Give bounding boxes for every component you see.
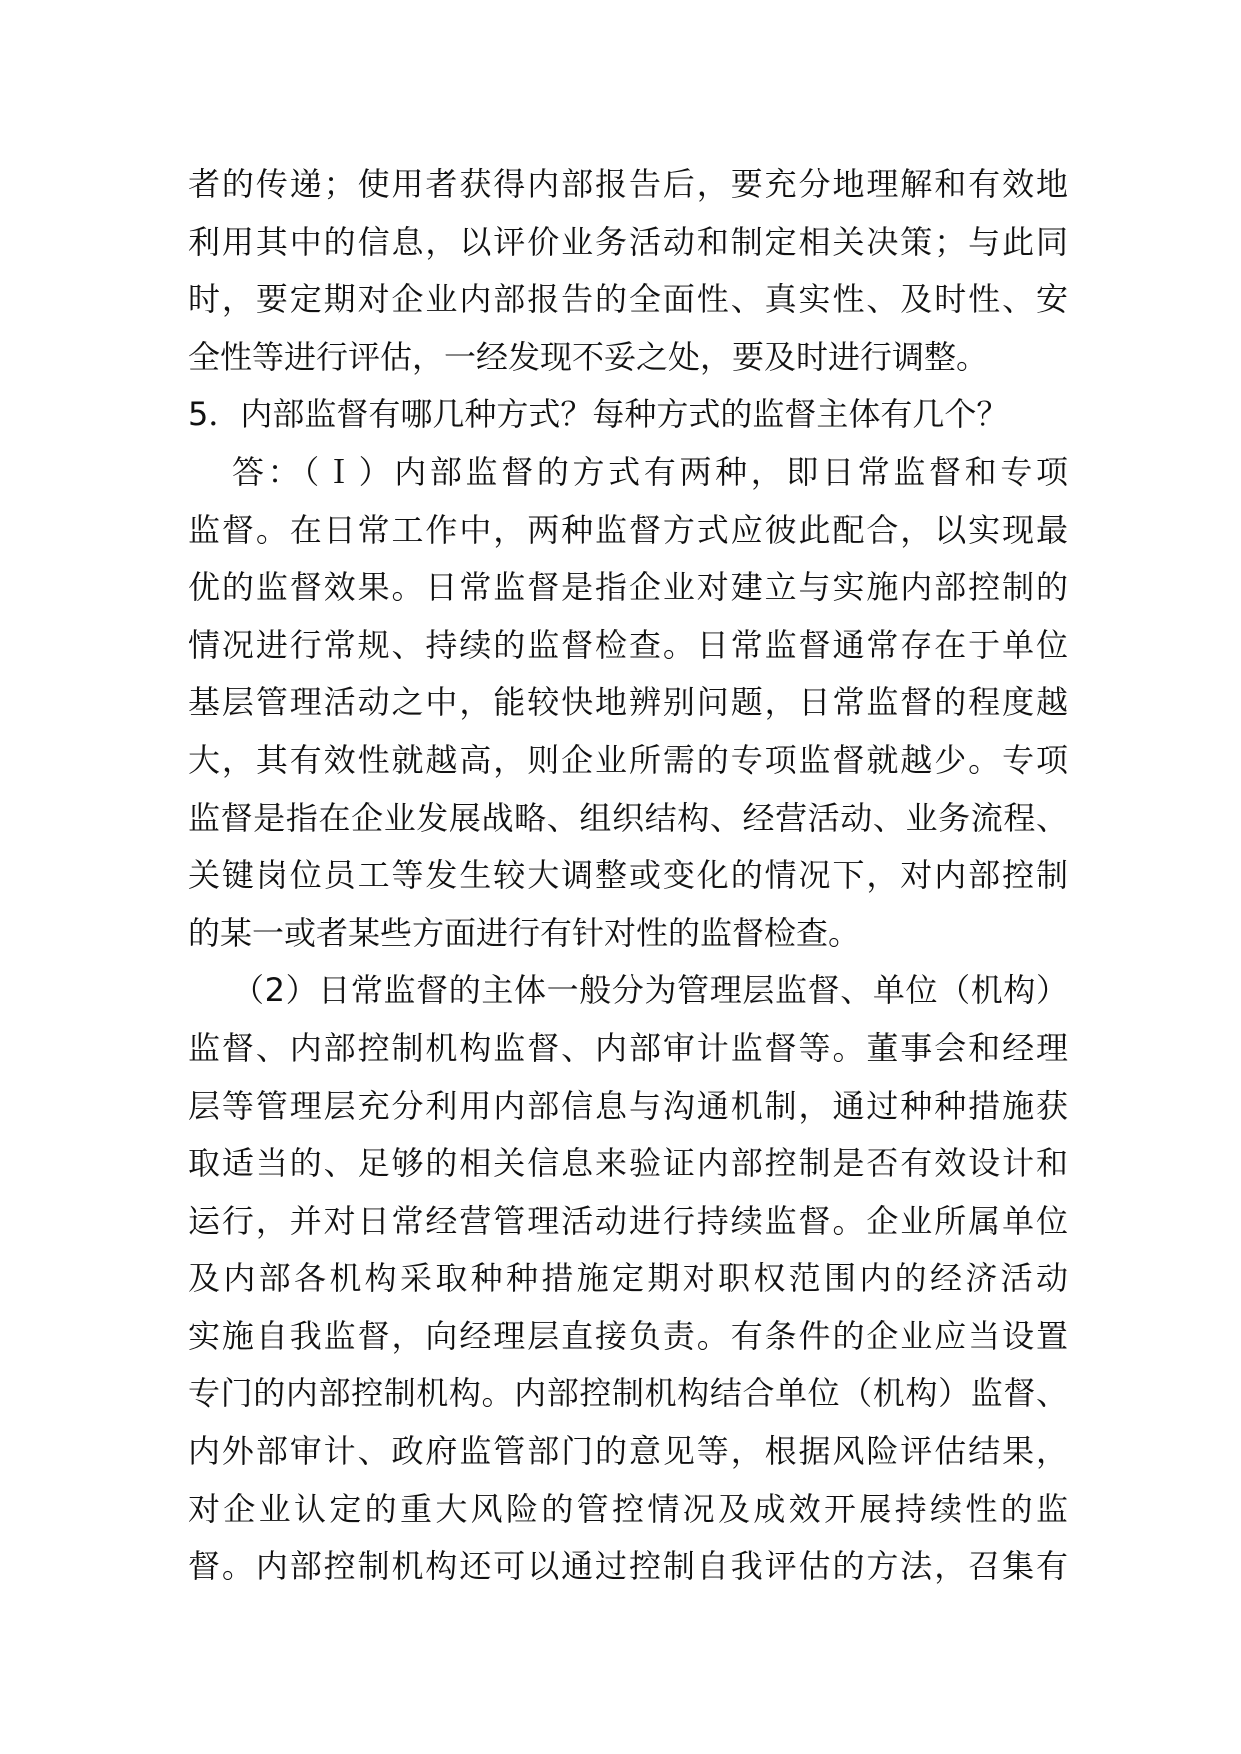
text-line: 利用其中的信息，以评价业务活动和制定相关决策；与此同 bbox=[188, 222, 1068, 261]
text-line: 内外部审计、政府监管部门的意见等，根据风险评估结果， bbox=[188, 1432, 1068, 1471]
text-line: 监督、内部控制机构监督、内部审计监督等。董事会和经理 bbox=[188, 1028, 1068, 1067]
text-line: 取适当的、足够的相关信息来验证内部控制是否有效设计和 bbox=[188, 1144, 1068, 1183]
text-line: 监督。在日常工作中，两种监督方式应彼此配合，以实现最 bbox=[188, 510, 1068, 549]
paragraph-start-line: （2）日常监督的主体一般分为管理层监督、单位（机构） bbox=[232, 971, 1068, 1010]
text-line: 督。内部控制机构还可以通过控制自我评估的方法，召集有 bbox=[188, 1547, 1068, 1586]
text-line: 运行，并对日常经营管理活动进行持续监督。企业所属单位 bbox=[188, 1201, 1068, 1240]
text-line: 实施自我监督，向经理层直接负责。有条件的企业应当设置 bbox=[188, 1316, 1068, 1355]
text-line: 者的传递；使用者获得内部报告后，要充分地理解和有效地 bbox=[188, 165, 1068, 203]
question-heading: 5．内部监督有哪几种方式？每种方式的监督主体有几个？ bbox=[188, 395, 1009, 434]
answer-line: 答：（Ｉ）内部监督的方式有两种，即日常监督和专项 bbox=[232, 452, 1068, 491]
text-line: 对企业认定的重大风险的管控情况及成效开展持续性的监 bbox=[188, 1489, 1068, 1528]
body-text bbox=[188, 156, 1068, 1596]
text-line: 情况进行常规、持续的监督检查。日常监督通常存在于单位 bbox=[188, 625, 1068, 664]
text-line: 大，其有效性就越高，则企业所需的专项监督就越少。专项 bbox=[188, 740, 1068, 779]
text-line: 关键岗位员工等发生较大调整或变化的情况下，对内部控制 bbox=[188, 856, 1068, 895]
text-line: 层等管理层充分利用内部信息与沟通机制，通过种种措施获 bbox=[188, 1086, 1068, 1125]
text-line: 监督是指在企业发展战略、组织结构、经营活动、业务流程、 bbox=[188, 798, 1068, 837]
text-line: 全性等进行评估，一经发现不妥之处，要及时进行调整。 bbox=[188, 337, 989, 376]
text-line: 专门的内部控制机构。内部控制机构结合单位（机构）监督、 bbox=[188, 1374, 1068, 1413]
text-line: 的某一或者某些方面进行有针对性的监督检查。 bbox=[188, 913, 861, 952]
text-line: 及内部各机构采取种种措施定期对职权范围内的经济活动 bbox=[188, 1259, 1068, 1298]
text-line: 时，要定期对企业内部报告的全面性、真实性、及时性、安 bbox=[188, 280, 1068, 319]
text-line: 基层管理活动之中，能较快地辨别问题，日常监督的程度越 bbox=[188, 683, 1068, 722]
text-line: 优的监督效果。日常监督是指企业对建立与实施内部控制的 bbox=[188, 568, 1068, 607]
